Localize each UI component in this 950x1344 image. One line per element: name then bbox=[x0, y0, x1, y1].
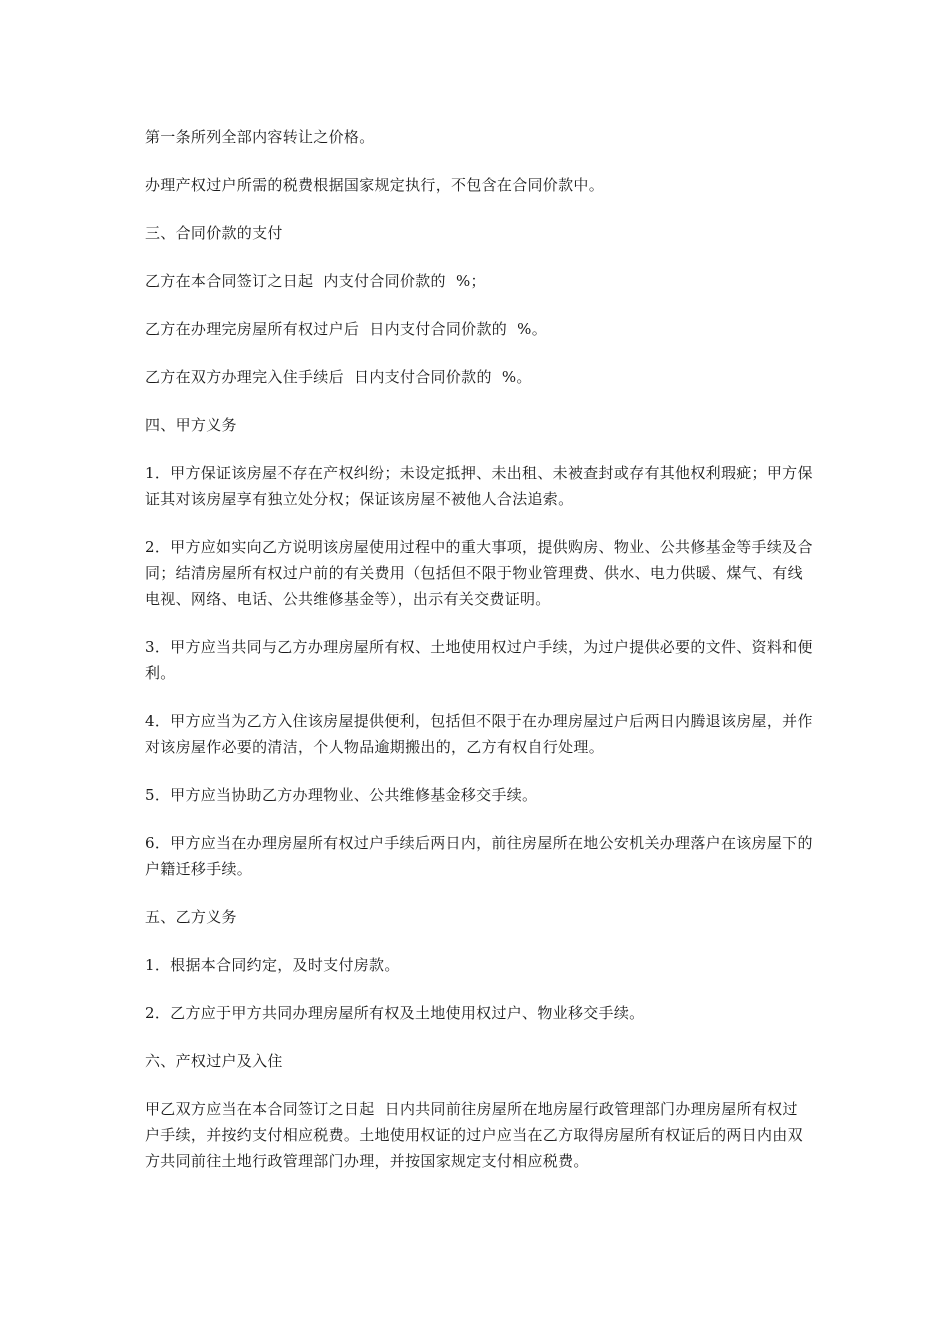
paragraph-party-a-2: 2．甲方应如实向乙方说明该房屋使用过程中的重大事项，提供购房、物业、公共修基金等手续及合同；结清房屋所有权过户前的有关费用（包括但不限于物业管理费、供水、电力供暖、煤气、有线电视、网络、电话、公共维修基金等），出示有关交费证明。 bbox=[145, 538, 813, 608]
paragraph-tax-fees: 办理产权过户所需的税费根据国家规定执行，不包含在合同价款中。 bbox=[145, 176, 605, 194]
paragraph-party-b-1: 1．根据本合同约定，及时支付房款。 bbox=[145, 956, 400, 974]
paragraph-party-a-5: 5．甲方应当协助乙方办理物业、公共维修基金移交手续。 bbox=[145, 786, 538, 804]
section-heading-party-b: 五、乙方义务 bbox=[145, 908, 237, 926]
paragraph-payment-1: 乙方在本合同签订之日起 内支付合同价款的 %； bbox=[145, 272, 486, 290]
paragraph-party-b-2: 2．乙方应于甲方共同办理房屋所有权及土地使用权过户、物业移交手续。 bbox=[145, 1004, 645, 1022]
paragraph-payment-2: 乙方在办理完房屋所有权过户后 日内支付合同价款的 %。 bbox=[145, 320, 548, 338]
document-body bbox=[145, 124, 813, 1196]
paragraph-party-a-3: 3．甲方应当共同与乙方办理房屋所有权、土地使用权过户手续，为过户提供必要的文件、资料和便利。 bbox=[145, 638, 813, 682]
paragraph-party-a-4: 4．甲方应当为乙方入住该房屋提供便利，包括但不限于在办理房屋过户后两日内腾退该房屋，并作对该房屋作必要的清洁，个人物品逾期搬出的，乙方有权自行处理。 bbox=[145, 712, 813, 756]
paragraph-price-clause: 第一条所列全部内容转让之价格。 bbox=[145, 128, 375, 146]
paragraph-transfer: 甲乙双方应当在本合同签订之日起 日内共同前往房屋所在地房屋行政管理部门办理房屋所有权过户手续，并按约支付相应税费。土地使用权证的过户应当在乙方取得房屋所有权证后的两日内由双方共同前往土地行政管理部门办理，并按国家规定支付相应税费。 bbox=[145, 1100, 803, 1170]
section-heading-transfer: 六、产权过户及入住 bbox=[145, 1052, 283, 1070]
paragraph-party-a-1: 1．甲方保证该房屋不存在产权纠纷；未设定抵押、未出租、未被查封或存有其他权利瑕疵；甲方保证其对该房屋享有独立处分权；保证该房屋不被他人合法追索。 bbox=[145, 464, 813, 508]
paragraph-party-a-6: 6．甲方应当在办理房屋所有权过户手续后两日内，前往房屋所在地公安机关办理落户在该房屋下的户籍迁移手续。 bbox=[145, 834, 813, 878]
section-heading-payment: 三、合同价款的支付 bbox=[145, 224, 283, 242]
section-heading-party-a: 四、甲方义务 bbox=[145, 416, 237, 434]
paragraph-payment-3: 乙方在双方办理完入住手续后 日内支付合同价款的 %。 bbox=[145, 368, 532, 386]
